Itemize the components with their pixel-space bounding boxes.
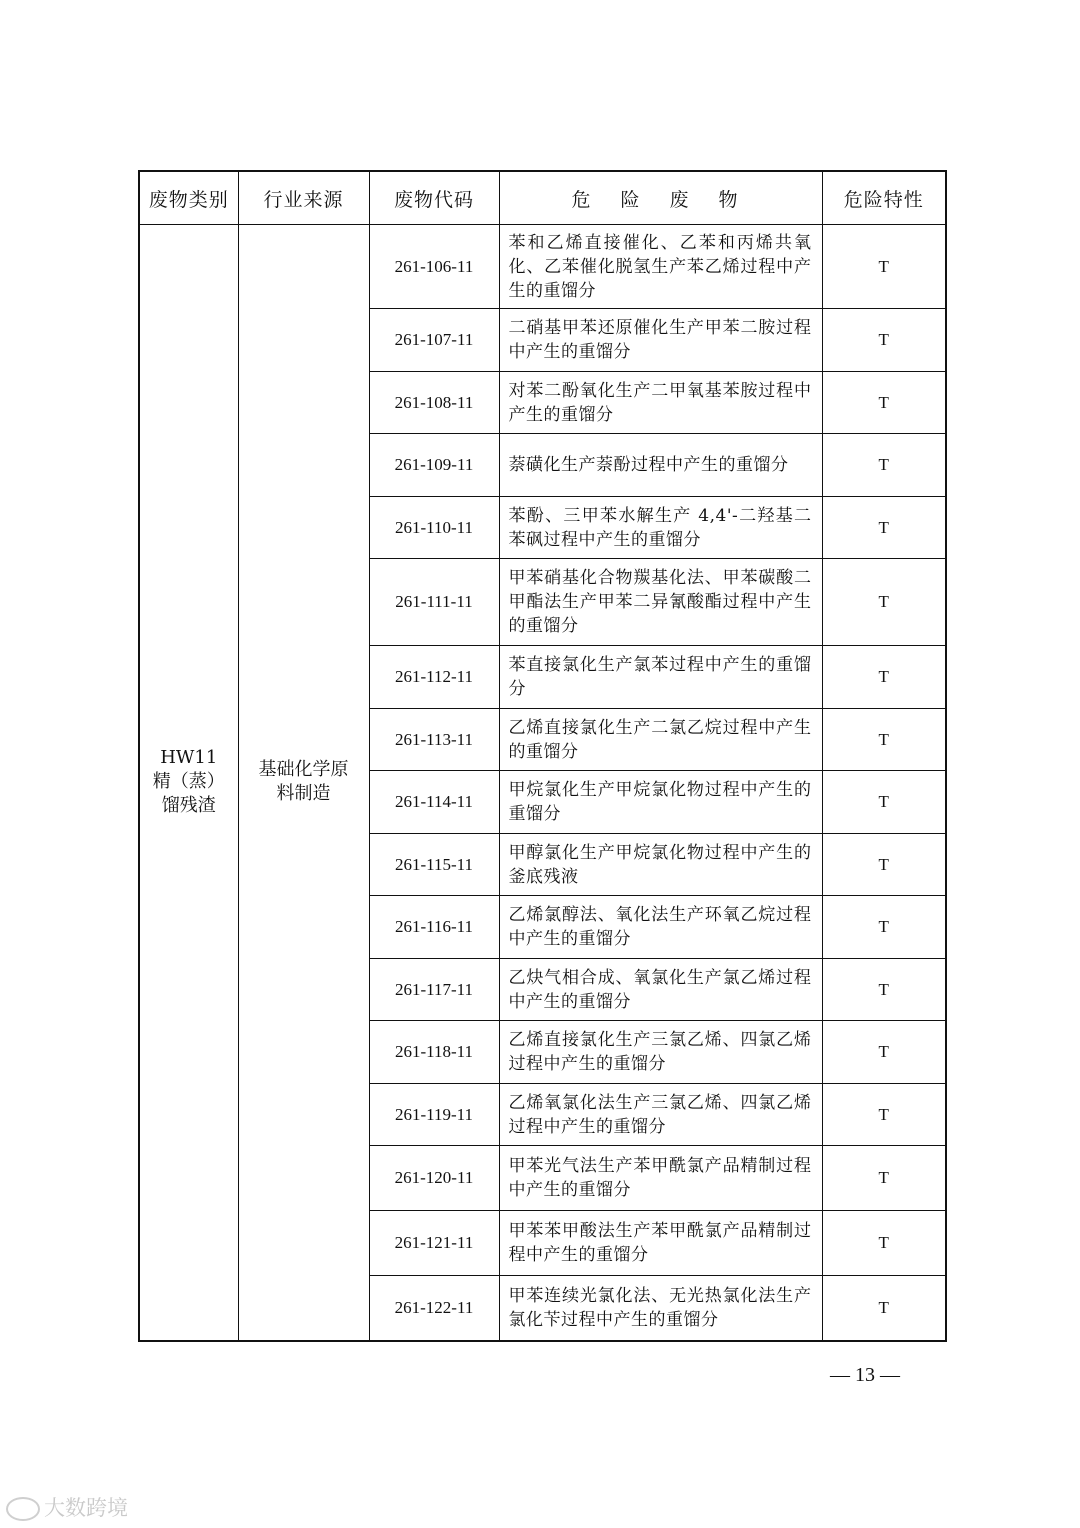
hazardous-waste-cell: 苯直接氯化生产氯苯过程中产生的重馏分 bbox=[499, 646, 822, 709]
hazard-characteristic-cell: T bbox=[822, 1084, 946, 1146]
hazardous-waste-cell: 乙烯氯醇法、氧化法生产环氧乙烷过程中产生的重馏分 bbox=[499, 896, 822, 959]
waste-code-cell: 261-116-11 bbox=[369, 896, 499, 959]
hazard-characteristic-cell: T bbox=[822, 896, 946, 959]
hazard-characteristic-cell: T bbox=[822, 959, 946, 1021]
industry-source-cell bbox=[238, 225, 369, 1341]
hazardous-waste-cell: 甲苯光气法生产苯甲酰氯产品精制过程中产生的重馏分 bbox=[499, 1146, 822, 1211]
category-name-line1: 精（蒸） bbox=[152, 771, 225, 793]
hazard-characteristic-cell: T bbox=[822, 372, 946, 434]
watermark-text: 大数跨境 bbox=[44, 1496, 128, 1520]
table-row bbox=[139, 225, 946, 309]
header-hazardous-waste: 危 险 废 物 bbox=[499, 171, 822, 225]
hazardous-waste-cell: 乙炔气相合成、氧氯化生产氯乙烯过程中产生的重馏分 bbox=[499, 959, 822, 1021]
waste-code-cell: 261-117-11 bbox=[369, 959, 499, 1021]
waste-code-cell: 261-122-11 bbox=[369, 1276, 499, 1341]
header-industry-source: 行业来源 bbox=[238, 171, 369, 225]
hazardous-waste-cell: 乙烯氧氯化法生产三氯乙烯、四氯乙烯过程中产生的重馏分 bbox=[499, 1084, 822, 1146]
header-hazard-characteristic: 危险特性 bbox=[822, 171, 946, 225]
hazardous-waste-cell: 甲烷氯化生产甲烷氯化物过程中产生的重馏分 bbox=[499, 771, 822, 834]
hazard-characteristic-cell: T bbox=[822, 709, 946, 771]
hazardous-waste-cell: 甲苯连续光氯化法、无光热氯化法生产氯化苄过程中产生的重馏分 bbox=[499, 1276, 822, 1341]
hazardous-waste-cell: 乙烯直接氯化生产二氯乙烷过程中产生的重馏分 bbox=[499, 709, 822, 771]
hazard-characteristic-cell: T bbox=[822, 497, 946, 559]
waste-category-cell bbox=[139, 225, 238, 1341]
waste-code-cell: 261-107-11 bbox=[369, 309, 499, 372]
hazardous-waste-cell: 二硝基甲苯还原催化生产甲苯二胺过程中产生的重馏分 bbox=[499, 309, 822, 372]
hazardous-waste-cell: 苯酚、三甲苯水解生产 4,4'-二羟基二苯砜过程中产生的重馏分 bbox=[499, 497, 822, 559]
waste-code-cell: 261-121-11 bbox=[369, 1211, 499, 1276]
waste-code-cell: 261-108-11 bbox=[369, 372, 499, 434]
hazard-characteristic-cell: T bbox=[822, 1146, 946, 1211]
waste-code-cell: 261-112-11 bbox=[369, 646, 499, 709]
hazard-characteristic-cell: T bbox=[822, 1276, 946, 1341]
hazard-characteristic-cell: T bbox=[822, 834, 946, 896]
hazard-characteristic-cell: T bbox=[822, 646, 946, 709]
hazard-characteristic-cell: T bbox=[822, 434, 946, 497]
hazard-characteristic-cell: T bbox=[822, 1211, 946, 1276]
waste-code-cell: 261-110-11 bbox=[369, 497, 499, 559]
hazard-characteristic-cell: T bbox=[822, 771, 946, 834]
hazardous-waste-cell: 甲苯苯甲酸法生产苯甲酰氯产品精制过程中产生的重馏分 bbox=[499, 1211, 822, 1276]
header-waste-code: 废物代码 bbox=[369, 171, 499, 225]
waste-code-cell: 261-111-11 bbox=[369, 559, 499, 646]
hazardous-waste-cell: 对苯二酚氧化生产二甲氧基苯胺过程中产生的重馏分 bbox=[499, 372, 822, 434]
hazardous-waste-table bbox=[138, 170, 947, 1342]
waste-code-cell: 261-113-11 bbox=[369, 709, 499, 771]
waste-code-cell: 261-114-11 bbox=[369, 771, 499, 834]
hazardous-waste-cell: 甲醇氯化生产甲烷氯化物过程中产生的釜底残液 bbox=[499, 834, 822, 896]
watermark-logo-icon bbox=[6, 1497, 40, 1521]
table-body bbox=[139, 225, 946, 1341]
waste-code-cell: 261-115-11 bbox=[369, 834, 499, 896]
waste-code-cell: 261-118-11 bbox=[369, 1021, 499, 1084]
page-number: — 13 — bbox=[830, 1364, 900, 1386]
hazard-characteristic-cell: T bbox=[822, 225, 946, 309]
hazardous-waste-cell: 乙烯直接氯化生产三氯乙烯、四氯乙烯过程中产生的重馏分 bbox=[499, 1021, 822, 1084]
hazardous-waste-cell: 萘磺化生产萘酚过程中产生的重馏分 bbox=[499, 434, 822, 497]
source-line1: 基础化学原 bbox=[258, 759, 349, 781]
watermark bbox=[6, 1492, 128, 1522]
category-code: HW11 bbox=[160, 747, 218, 769]
hazard-characteristic-cell: T bbox=[822, 1021, 946, 1084]
table-header-row bbox=[139, 171, 946, 225]
hazard-characteristic-cell: T bbox=[822, 559, 946, 646]
category-name-line2: 馏残渣 bbox=[161, 795, 216, 817]
hazardous-waste-cell: 苯和乙烯直接催化、乙苯和丙烯共氧化、乙苯催化脱氢生产苯乙烯过程中产生的重馏分 bbox=[499, 225, 822, 309]
header-waste-category: 废物类别 bbox=[139, 171, 238, 225]
waste-code-cell: 261-119-11 bbox=[369, 1084, 499, 1146]
hazardous-waste-cell: 甲苯硝基化合物羰基化法、甲苯碳酸二甲酯法生产甲苯二异氰酸酯过程中产生的重馏分 bbox=[499, 559, 822, 646]
hazard-characteristic-cell: T bbox=[822, 309, 946, 372]
waste-code-cell: 261-106-11 bbox=[369, 225, 499, 309]
waste-code-cell: 261-120-11 bbox=[369, 1146, 499, 1211]
waste-code-cell: 261-109-11 bbox=[369, 434, 499, 497]
source-line2: 料制造 bbox=[276, 783, 331, 805]
